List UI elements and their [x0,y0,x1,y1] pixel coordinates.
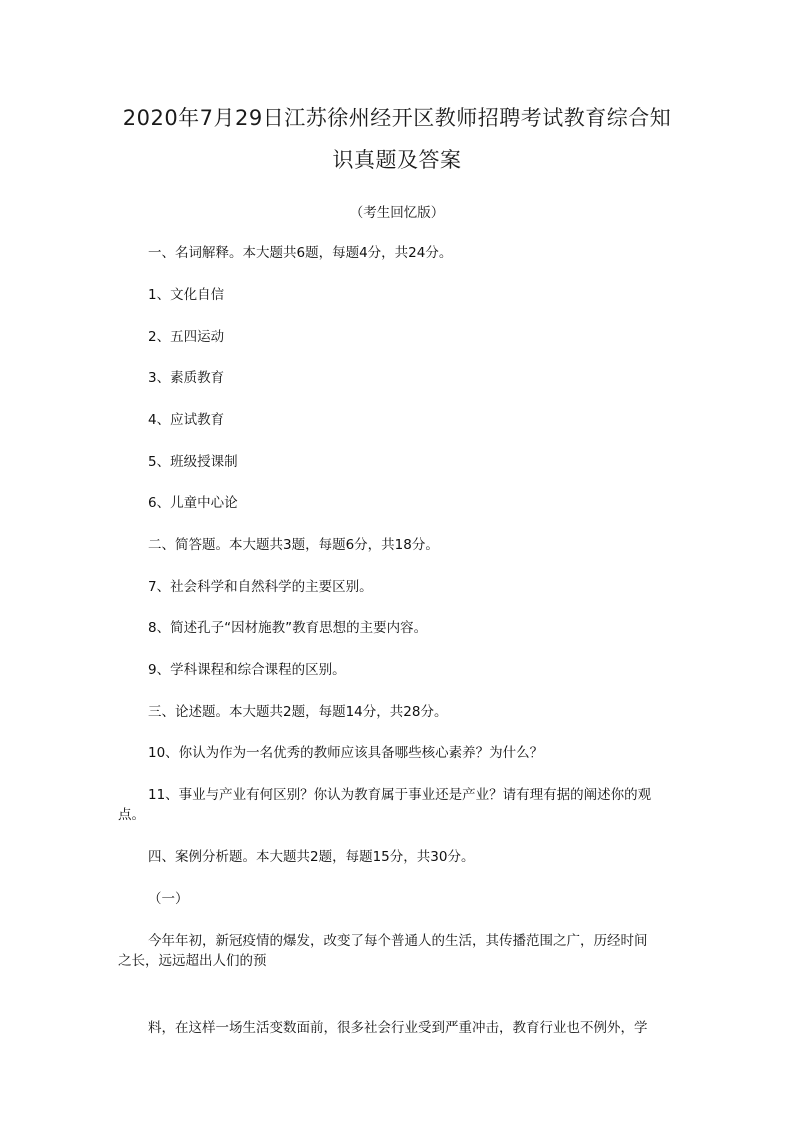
section-heading-1: 一、名词解释。本大题共6题，每题4分，共24分。 [148,245,453,261]
document-title-line1: 2020年7月29日江苏徐州经开区教师招聘考试教育综合知 [122,106,672,130]
section-heading-2: 二、简答题。本大题共3题，每题6分，共18分。 [148,537,439,553]
question-11-line2: 点。 [118,807,145,823]
document-title-line2: 识真题及答案 [332,148,462,172]
question-1: 1、文化自信 [148,287,225,303]
case1-paragraph-line1: 今年年初，新冠疫情的爆发，改变了每个普通人的生活，其传播范围之广，历经时间 [148,933,648,949]
case1-paragraph2-line1: 料，在这样一场生活变数面前，很多社会行业受到严重冲击，教育行业也不例外，学 [148,1020,648,1036]
question-8: 8、简述孔子“因材施教”教育思想的主要内容。 [148,620,428,636]
question-7: 7、社会科学和自然科学的主要区别。 [148,579,373,595]
case-label-1: （一） [148,891,189,907]
question-2: 2、五四运动 [148,329,225,345]
question-4: 4、应试教育 [148,412,225,428]
document-subtitle: （考生回忆版） [349,205,445,221]
case1-paragraph-line2: 之长，远远超出人们的预 [118,953,267,969]
question-9: 9、学科课程和综合课程的区别。 [148,662,346,678]
question-11-line1: 11、事业与产业有何区别？你认为教育属于事业还是产业？请有理有据的阐述你的观 [148,787,652,803]
question-6: 6、儿童中心论 [148,495,238,511]
section-heading-3: 三、论述题。本大题共2题，每题14分，共28分。 [148,704,448,720]
question-10: 10、你认为作为一名优秀的教师应该具备哪些核心素养？为什么？ [148,745,544,761]
question-3: 3、素质教育 [148,370,225,386]
question-5: 5、班级授课制 [148,454,238,470]
section-heading-4: 四、案例分析题。本大题共2题，每题15分，共30分。 [148,849,475,865]
